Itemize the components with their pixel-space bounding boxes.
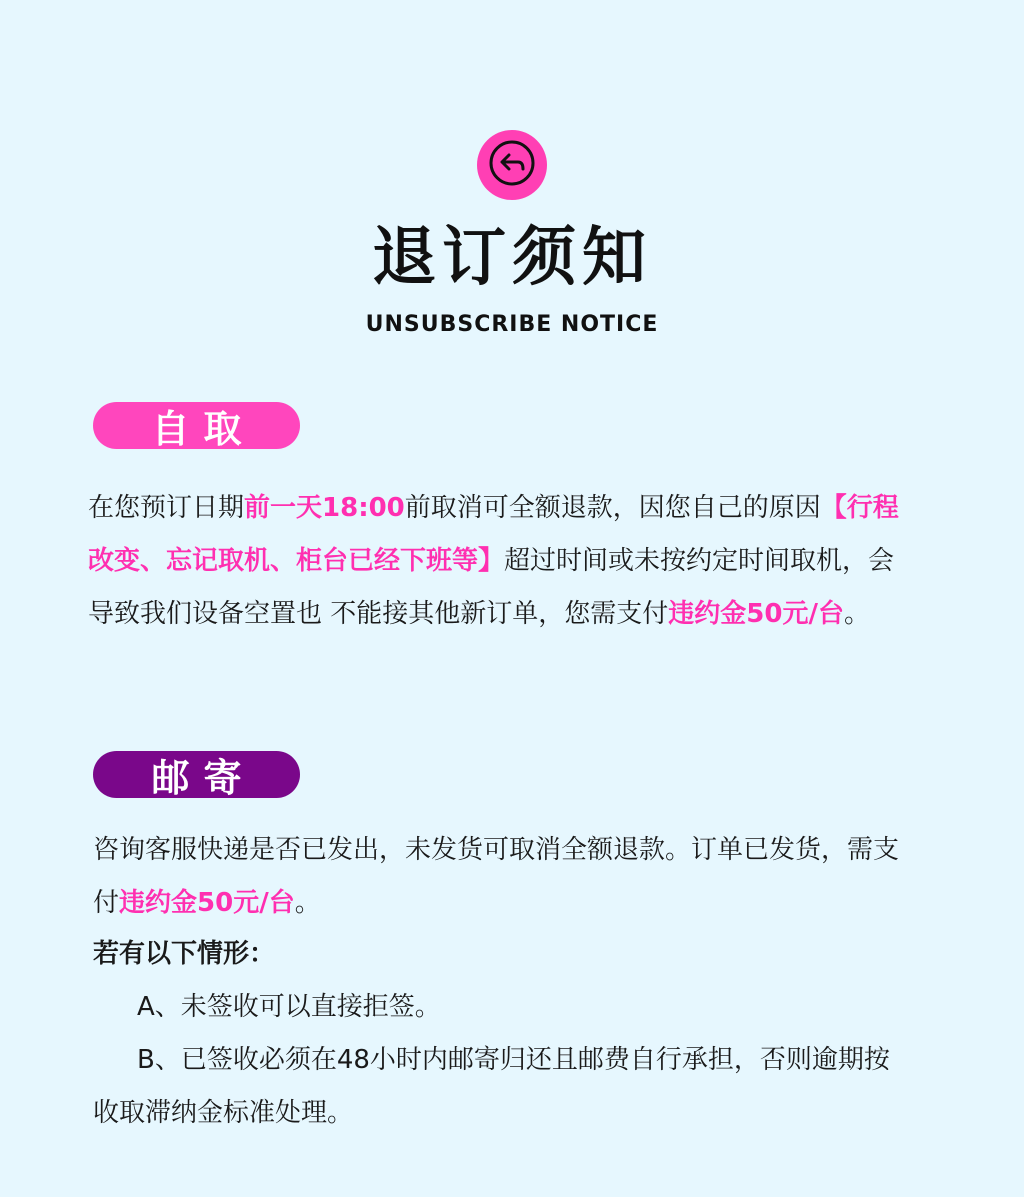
mail-text-2: 。: [294, 888, 321, 918]
mail-text-1: 咨询客服快递是否已发出，未发货可取消全额退款。订单已发货，需支付: [93, 835, 900, 918]
page-subtitle: UNSUBSCRIBE NOTICE: [365, 312, 659, 337]
self-pickup-text-4: 。: [843, 599, 870, 629]
return-arrow-icon: [487, 138, 537, 192]
mail-penalty: 违约金50元/台: [119, 888, 295, 918]
mail-paragraph: [93, 824, 923, 930]
self-pickup-text-1: 在您预订日期: [88, 493, 245, 523]
page-title: 退订须知: [372, 221, 652, 295]
self-pickup-paragraph: [88, 482, 918, 641]
return-button[interactable]: [477, 130, 547, 200]
self-pickup-deadline: 前一天18:00: [244, 493, 405, 523]
mail-condition-a: A、未签收可以直接拒签。: [137, 992, 441, 1022]
self-pickup-text-2: 前取消可全额退款，因您自己的原因: [404, 493, 821, 523]
self-pickup-penalty: 违约金50元/台: [668, 599, 844, 629]
section-label-mail: 邮寄: [93, 751, 300, 798]
self-pickup-reasons: 【行程改变、忘记取机、柜台已经下班等】: [88, 493, 899, 576]
mail-condition-b: B、已签收必须在48小时内邮寄归还且邮费自行承担，否则逾期按收取滞纳金标准处理。: [93, 1045, 890, 1128]
mail-conditions-title: 若有以下情形：: [93, 939, 276, 969]
header: [0, 130, 1024, 337]
self-pickup-text-3: 超过时间或未按约定时间取机，会导致我们设备空置也 不能接其他新订单，您需支付: [88, 546, 895, 629]
section-label-self-pickup: 自取: [93, 402, 300, 449]
